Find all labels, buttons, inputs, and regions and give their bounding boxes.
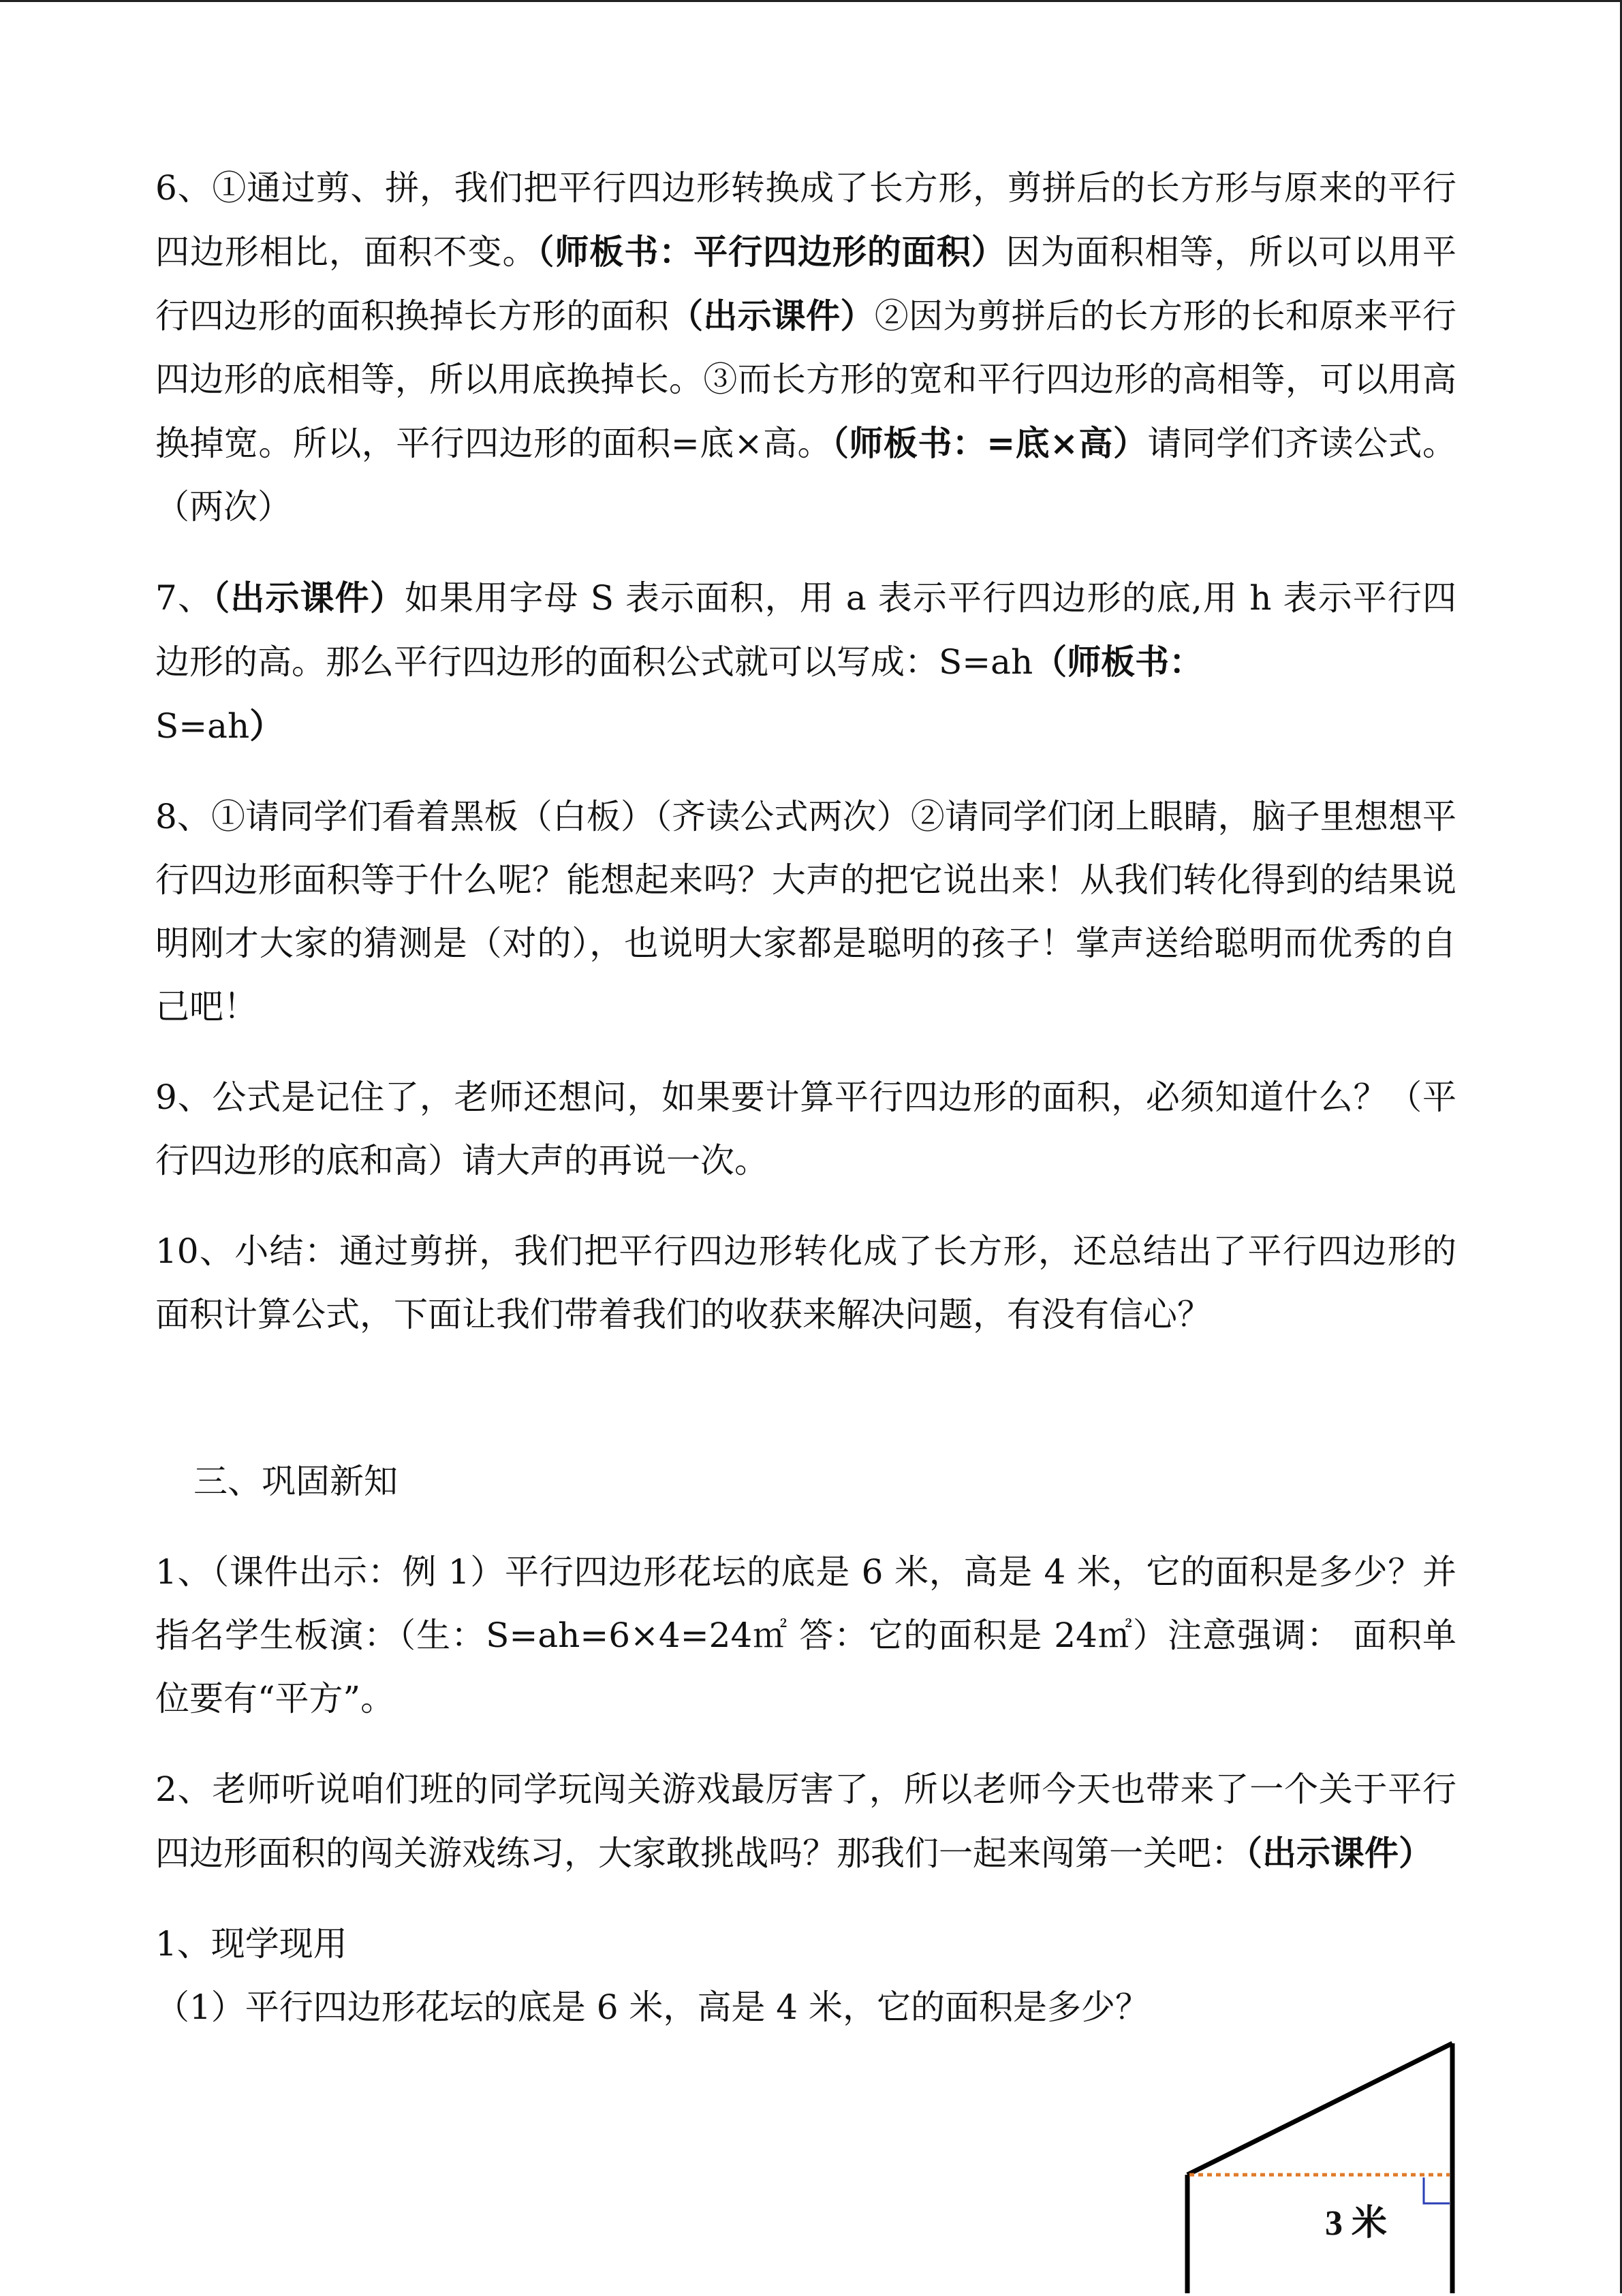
paragraph-10: 10、小结：通过剪拼，我们把平行四边形转化成了长方形，还总结出了平行四边形的面积计算公式，下面让我们带着我们的收获来解决问题，有没有信心？ [155, 1231, 1456, 1334]
p6-text-1: 6、①通过剪、拼，我们把平行四边形转换成了长方形，剪拼后的长方形与原来的平行四边形相比，面积不变。 [155, 168, 1456, 272]
parallelogram-top-edge [1187, 2043, 1452, 2175]
question-1: （1）平行四边形花坛的底是 6 米，高是 4 米，它的面积是多少？ [155, 1987, 1150, 2027]
section-heading-consolidate: 三、巩固新知 [193, 1462, 398, 1501]
p6-bold-3: （师板书：=底×高） [831, 423, 1148, 463]
p6-bold-1: （师板书：平行四边形的面积） [537, 232, 1006, 272]
p7-bold-1: （出示课件） [213, 578, 405, 618]
p7-text-1: 7、 [155, 578, 213, 618]
paragraph-7 [155, 566, 1456, 758]
paragraph-9: 9、公式是记住了，老师还想问，如果要计算平行四边形的面积，必须知道什么？（平行四边形的底和高）请大声的再说一次。 [155, 1078, 1456, 1180]
p7-bold-3: ） [249, 706, 284, 746]
parallelogram-diagram [1158, 2036, 1485, 2293]
p6-text-4: 请同学们齐读公式。（两次） [155, 424, 1456, 526]
height-label: 3 米 [1325, 2204, 1388, 2243]
p6-bold-2: （出示课件） [669, 296, 875, 336]
document-body [155, 157, 1456, 2039]
p6-text-2: 因为面积相等，所以可以用平行四边形的面积换掉长方形的面积 [155, 232, 1457, 336]
game-intro-bold: （出示课件） [1245, 1833, 1433, 1873]
p7-bold-2: （师板书： [1033, 642, 1204, 682]
game-intro-paragraph [155, 1758, 1456, 1885]
p7-text-2: 如果用字母 S 表示面积，用 a 表示平行四边形的底,用 h 表示平行四边形的高。那么平行四边形的面积公式就可以写成：S=ah [155, 578, 1457, 682]
paragraph-8: 8、①请同学们看着黑板（白板）（齐读公式两次）②请同学们闭上眼睛，脑子里想想平行四边形面积等于什么呢？能想起来吗？大声的把它说出来！从我们转化得到的结果说明刚才大家的猜测是（对的），也说明大家都是聪明的孩子！掌声送给聪明而优秀的自己吧！ [155, 797, 1456, 1026]
sub-heading-apply: 1、现学现用 [155, 1924, 347, 1964]
page-border-top [0, 0, 1622, 2]
game-intro-text: 2、老师听说咱们班的同学玩闯关游戏最厉害了，所以老师今天也带来了一个关于平行四边形面积的闯关游戏练习，大家敢挑战吗？那我们一起来闯第一关吧： [155, 1770, 1456, 1873]
p7-text-3: S=ah [155, 706, 250, 746]
right-angle-marker [1424, 2177, 1450, 2203]
paragraph-6 [155, 157, 1456, 539]
example-1-paragraph: 1、（课件出示：例 1）平行四边形花坛的底是 6 米，高是 4 米，它的面积是多少？并指名学生板演：（生：S=ah=6×4=24㎡ 答：它的面积是 24㎡）注意强调： 面积单位要有“平方”。 [155, 1552, 1456, 1718]
parallelogram-figure [1158, 2036, 1485, 2293]
p6-text-3: ②因为剪拼后的长方形的长和原来平行四边形的底相等，所以用底换掉长。③而长方形的宽和平行四边形的高相等，可以用高换掉宽。所以，平行四边形的面积=底×高。 [155, 296, 1457, 463]
